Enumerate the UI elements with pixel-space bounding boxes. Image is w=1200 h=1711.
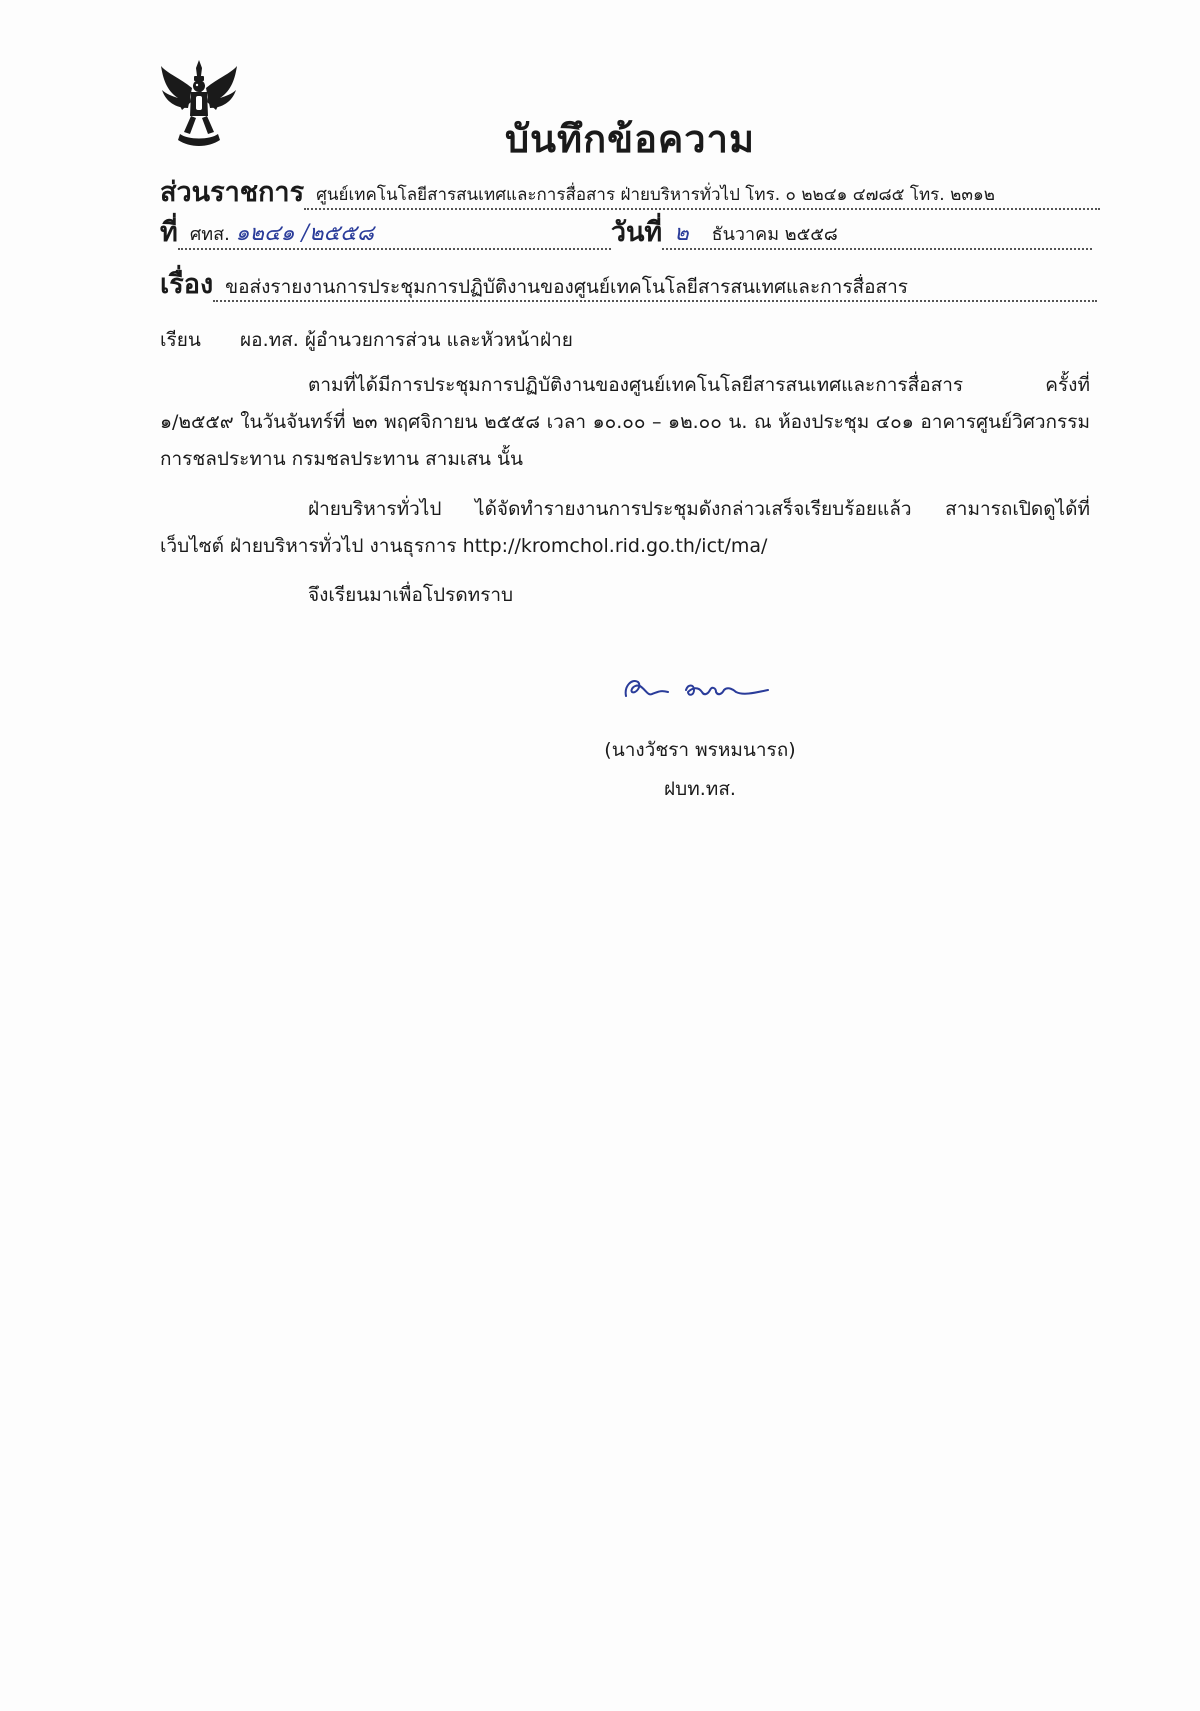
signer-position: ฝบท.ทส.	[664, 778, 736, 800]
salutation	[160, 325, 573, 355]
number-prefix: ศทส.	[189, 224, 230, 245]
agency-value: ศูนย์เทคโนโลยีสารสนเทศและการสื่อสาร ฝ่ายบริหารทั่วไป โทร. ๐ ๒๒๔๑ ๔๗๘๕ โทร. ๒๓๑๒	[304, 182, 1100, 210]
number-value	[178, 221, 611, 250]
salutation-label: เรียน	[160, 329, 201, 351]
date-value	[662, 221, 1092, 250]
number-handwritten: ๑๒๔๑ /๒๕๕๘	[235, 221, 374, 246]
number-label: ที่	[160, 217, 178, 248]
handwritten-signature	[618, 668, 808, 708]
signer-name: (นางวัชรา พรหมนารถ)	[604, 739, 796, 761]
subject-row	[160, 268, 1097, 302]
date-month-year: ธันวาคม ๒๕๕๘	[711, 224, 838, 245]
agency-row	[160, 176, 1100, 210]
salutation-recipients: ผอ.ทส. ผู้อำนวยการส่วน และหัวหน้าฝ่าย	[240, 329, 573, 351]
closing-line: จึงเรียนมาเพื่อโปรดทราบ	[308, 584, 514, 606]
document-title: บันทึกข้อความ	[504, 117, 756, 161]
date-label: วันที่	[610, 217, 663, 248]
subject-value: ขอส่งรายงานการประชุมการปฏิบัติงานของศูนย์เทคโนโลยีสารสนเทศและการสื่อสาร	[213, 274, 1097, 302]
date-day-handwritten: ๒	[674, 221, 689, 246]
agency-label: ส่วนราชการ	[160, 177, 305, 208]
garuda-emblem-icon	[158, 58, 240, 150]
number-date-row	[160, 216, 1092, 250]
body-paragraph-2: ฝ่ายบริหารทั่วไป ได้จัดทำรายงานการประชุมดังกล่าวเสร็จเรียบร้อยแล้ว สามารถเปิดดูได้ที่เว็บไซต์ ฝ่ายบริหารทั่วไป งานธุรการ http://kromchol.rid.go.th/ict/ma/	[160, 498, 1090, 557]
subject-label: เรื่อง	[160, 269, 214, 300]
body-paragraph-1: ตามที่ได้มีการประชุมการปฏิบัติงานของศูนย์เทคโนโลยีสารสนเทศและการสื่อสาร ครั้งที่ ๑/๒๕๕๙ ในวันจันทร์ที่ ๒๓ พฤศจิกายน ๒๕๕๘ เวลา ๑๐.๐๐ – ๑๒.๐๐ น. ณ ห้องประชุม ๔๐๑ อาคารศูนย์วิศวกรรมการชลประทาน กรมชลประทาน สามเสน นั้น	[160, 374, 1090, 470]
